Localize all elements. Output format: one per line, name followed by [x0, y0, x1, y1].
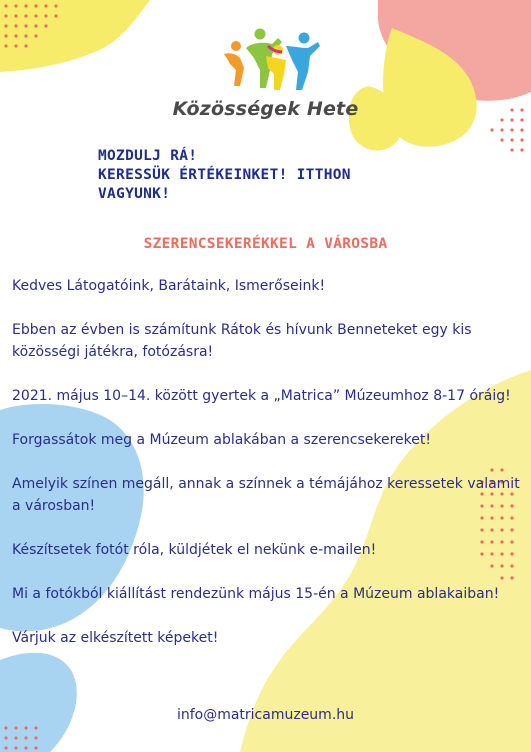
- paragraph-date: 2021. május 10–14. között gyertek a „Matrica” Múzeumhoz 8-17 óráig!: [12, 388, 511, 404]
- headline-line-1: MOZDULJ RÁ!: [98, 148, 198, 164]
- subtitle: SZERENCSEKERÉKKEL A VÁROSBA: [143, 236, 388, 252]
- paragraph-color-theme: Amelyik színen megáll, annak a színnek a témájához keressetek valamit a városban!: [12, 476, 520, 514]
- paragraph-closing: Várjuk az elkészített képeket!: [12, 630, 219, 646]
- paragraph-greeting: Kedves Látogatóink, Barátaink, Ismerőseink!: [12, 278, 326, 294]
- headline-line-2: KERESSÜK ÉRTÉKEINKET! ITTHON: [98, 167, 351, 183]
- people-figures-logo-icon: [222, 24, 322, 94]
- brand-title: Közösségek Hete: [172, 98, 359, 120]
- headline: [98, 147, 478, 204]
- paragraph-wheel: Forgassátok meg a Múzeum ablakában a szerencsekereket!: [12, 432, 431, 448]
- paragraph-exhibition: Mi a fotókból kiállítást rendezünk május 15-én a Múzeum ablakaiban!: [12, 586, 500, 602]
- contact-email[interactable]: info@matricamuzeum.hu: [176, 707, 355, 723]
- paragraph-photo: Készítsetek fotót róla, küldjétek el nekünk e-mailen!: [12, 542, 377, 558]
- body-text: [12, 275, 522, 671]
- headline-line-3: VAGYUNK!: [98, 186, 171, 202]
- paragraph-invitation: Ebben az évben is számítunk Rátok és hívunk Benneteket egy kis közösségi játékra, fotózásra!: [12, 322, 472, 360]
